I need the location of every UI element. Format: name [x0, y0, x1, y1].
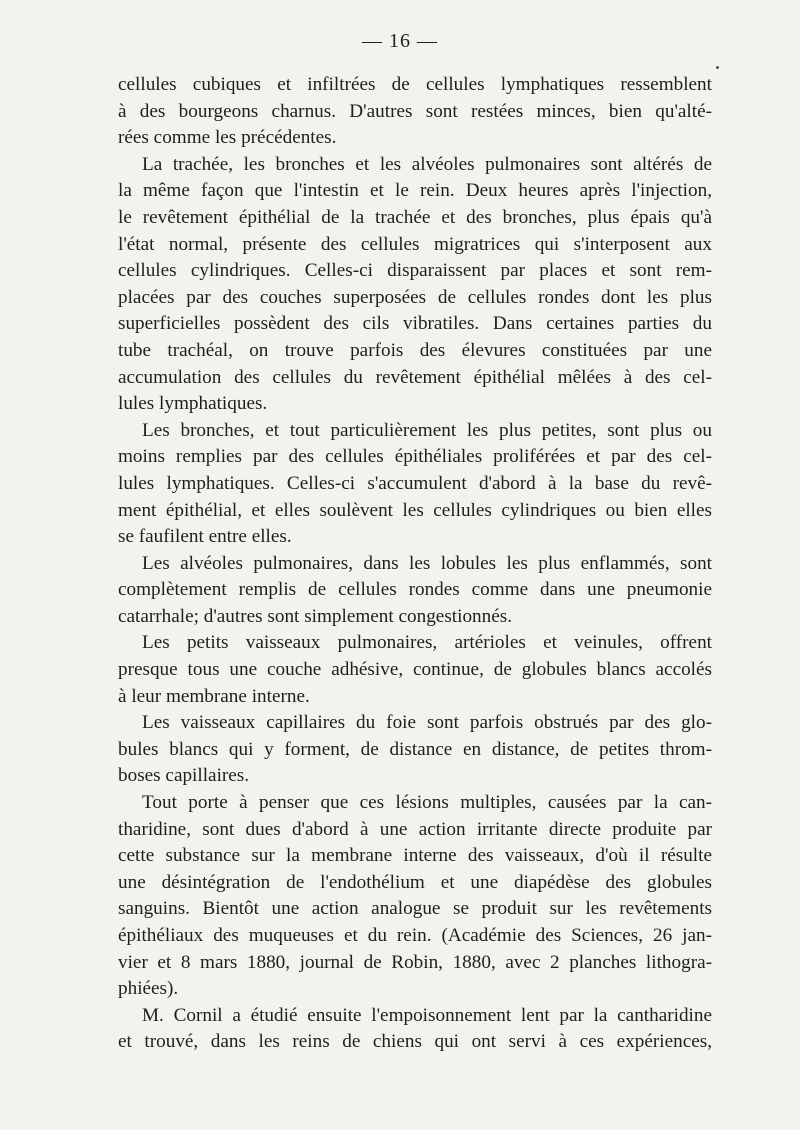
text-line: à leur membrane interne. — [118, 685, 310, 707]
paragraph — [118, 152, 712, 418]
body-text — [118, 72, 712, 1056]
text-line: La trachée, les bronches et les alvéoles pulmonaires sont altérés de — [142, 153, 712, 175]
paragraph — [118, 551, 712, 631]
text-line: et trouvé, dans les reins de chiens qui ont servi à ces expériences, — [118, 1031, 712, 1053]
text-line: bules blancs qui y forment, de distance en distance, de petites throm- — [118, 738, 712, 760]
paragraph — [118, 1003, 712, 1056]
text-line: superficielles possèdent des cils vibratiles. Dans certaines parties du — [118, 313, 712, 335]
text-line: vier et 8 mars 1880, journal de Robin, 1880, avec 2 planches lithogra- — [118, 951, 712, 973]
text-line: moins remplies par des cellules épithéliales proliférées et par des cel- — [118, 446, 712, 468]
paragraph — [118, 418, 712, 551]
text-line: M. Cornil a étudié ensuite l'empoisonnement lent par la cantharidine — [142, 1004, 712, 1026]
text-line: cellules cubiques et infiltrées de cellules lymphatiques ressemblent — [118, 74, 712, 95]
text-line: Les alvéoles pulmonaires, dans les lobules les plus enflammés, sont — [142, 552, 712, 574]
paper-speck — [716, 66, 719, 69]
paragraph — [118, 790, 712, 1003]
text-line: tube trachéal, on trouve parfois des élevures constituées par une — [118, 339, 712, 361]
text-line: une désintégration de l'endothélium et une diapédèse des globules — [118, 871, 712, 893]
text-line: boses capillaires. — [118, 765, 250, 787]
text-line: cellules cylindriques. Celles-ci disparaissent par places et sont rem- — [118, 260, 712, 282]
paragraph — [118, 710, 712, 790]
text-line: catarrhale; d'autres sont simplement congestionnés. — [118, 605, 513, 627]
text-line: ment épithélial, et elles soulèvent les cellules cylindriques ou bien elles — [118, 499, 712, 521]
text-line: Les vaisseaux capillaires du foie sont parfois obstrués par des glo- — [142, 712, 712, 734]
text-line: Les petits vaisseaux pulmonaires, artérioles et veinules, offrent — [142, 632, 712, 654]
text-line: Tout porte à penser que ces lésions multiples, causées par la can- — [142, 792, 712, 814]
text-line: tharidine, sont dues d'abord à une action irritante directe produite par — [118, 818, 712, 840]
text-line: l'état normal, présente des cellules migratrices qui s'interposent aux — [118, 233, 712, 255]
text-line: presque tous une couche adhésive, continue, de globules blancs accolés — [118, 659, 712, 681]
text-line: cette substance sur la membrane interne des vaisseaux, d'où il résulte — [118, 845, 712, 867]
text-line: phiées). — [118, 978, 179, 1000]
text-line: placées par des couches superposées de cellules rondes dont les plus — [118, 286, 712, 308]
text-line: le revêtement épithélial de la trachée et des bronches, plus épais qu'à — [118, 206, 712, 228]
text-line: lules lymphatiques. Celles-ci s'accumulent d'abord à la base du revê- — [118, 472, 712, 494]
text-line: complètement remplis de cellules rondes comme dans une pneumonie — [118, 579, 712, 601]
text-line: rées comme les précédentes. — [118, 127, 337, 149]
text-line: lules lymphatiques. — [118, 393, 268, 415]
page-number: — 16 — — [362, 30, 438, 52]
paragraph — [118, 630, 712, 710]
text-line: sanguins. Bientôt une action analogue se produit sur les revêtements — [118, 898, 712, 920]
text-line: à des bourgeons charnus. D'autres sont restées minces, bien qu'alté- — [118, 100, 712, 122]
text-line: Les bronches, et tout particulièrement les plus petites, sont plus ou — [142, 419, 712, 441]
text-line: la même façon que l'intestin et le rein. Deux heures après l'injection, — [118, 180, 712, 202]
text-line: accumulation des cellules du revêtement épithélial mêlées à des cel- — [118, 366, 712, 388]
text-line: épithéliaux des muqueuses et du rein. (Académie des Sciences, 26 jan- — [118, 925, 712, 946]
paragraph — [118, 72, 712, 152]
text-line: se faufilent entre elles. — [118, 526, 292, 548]
